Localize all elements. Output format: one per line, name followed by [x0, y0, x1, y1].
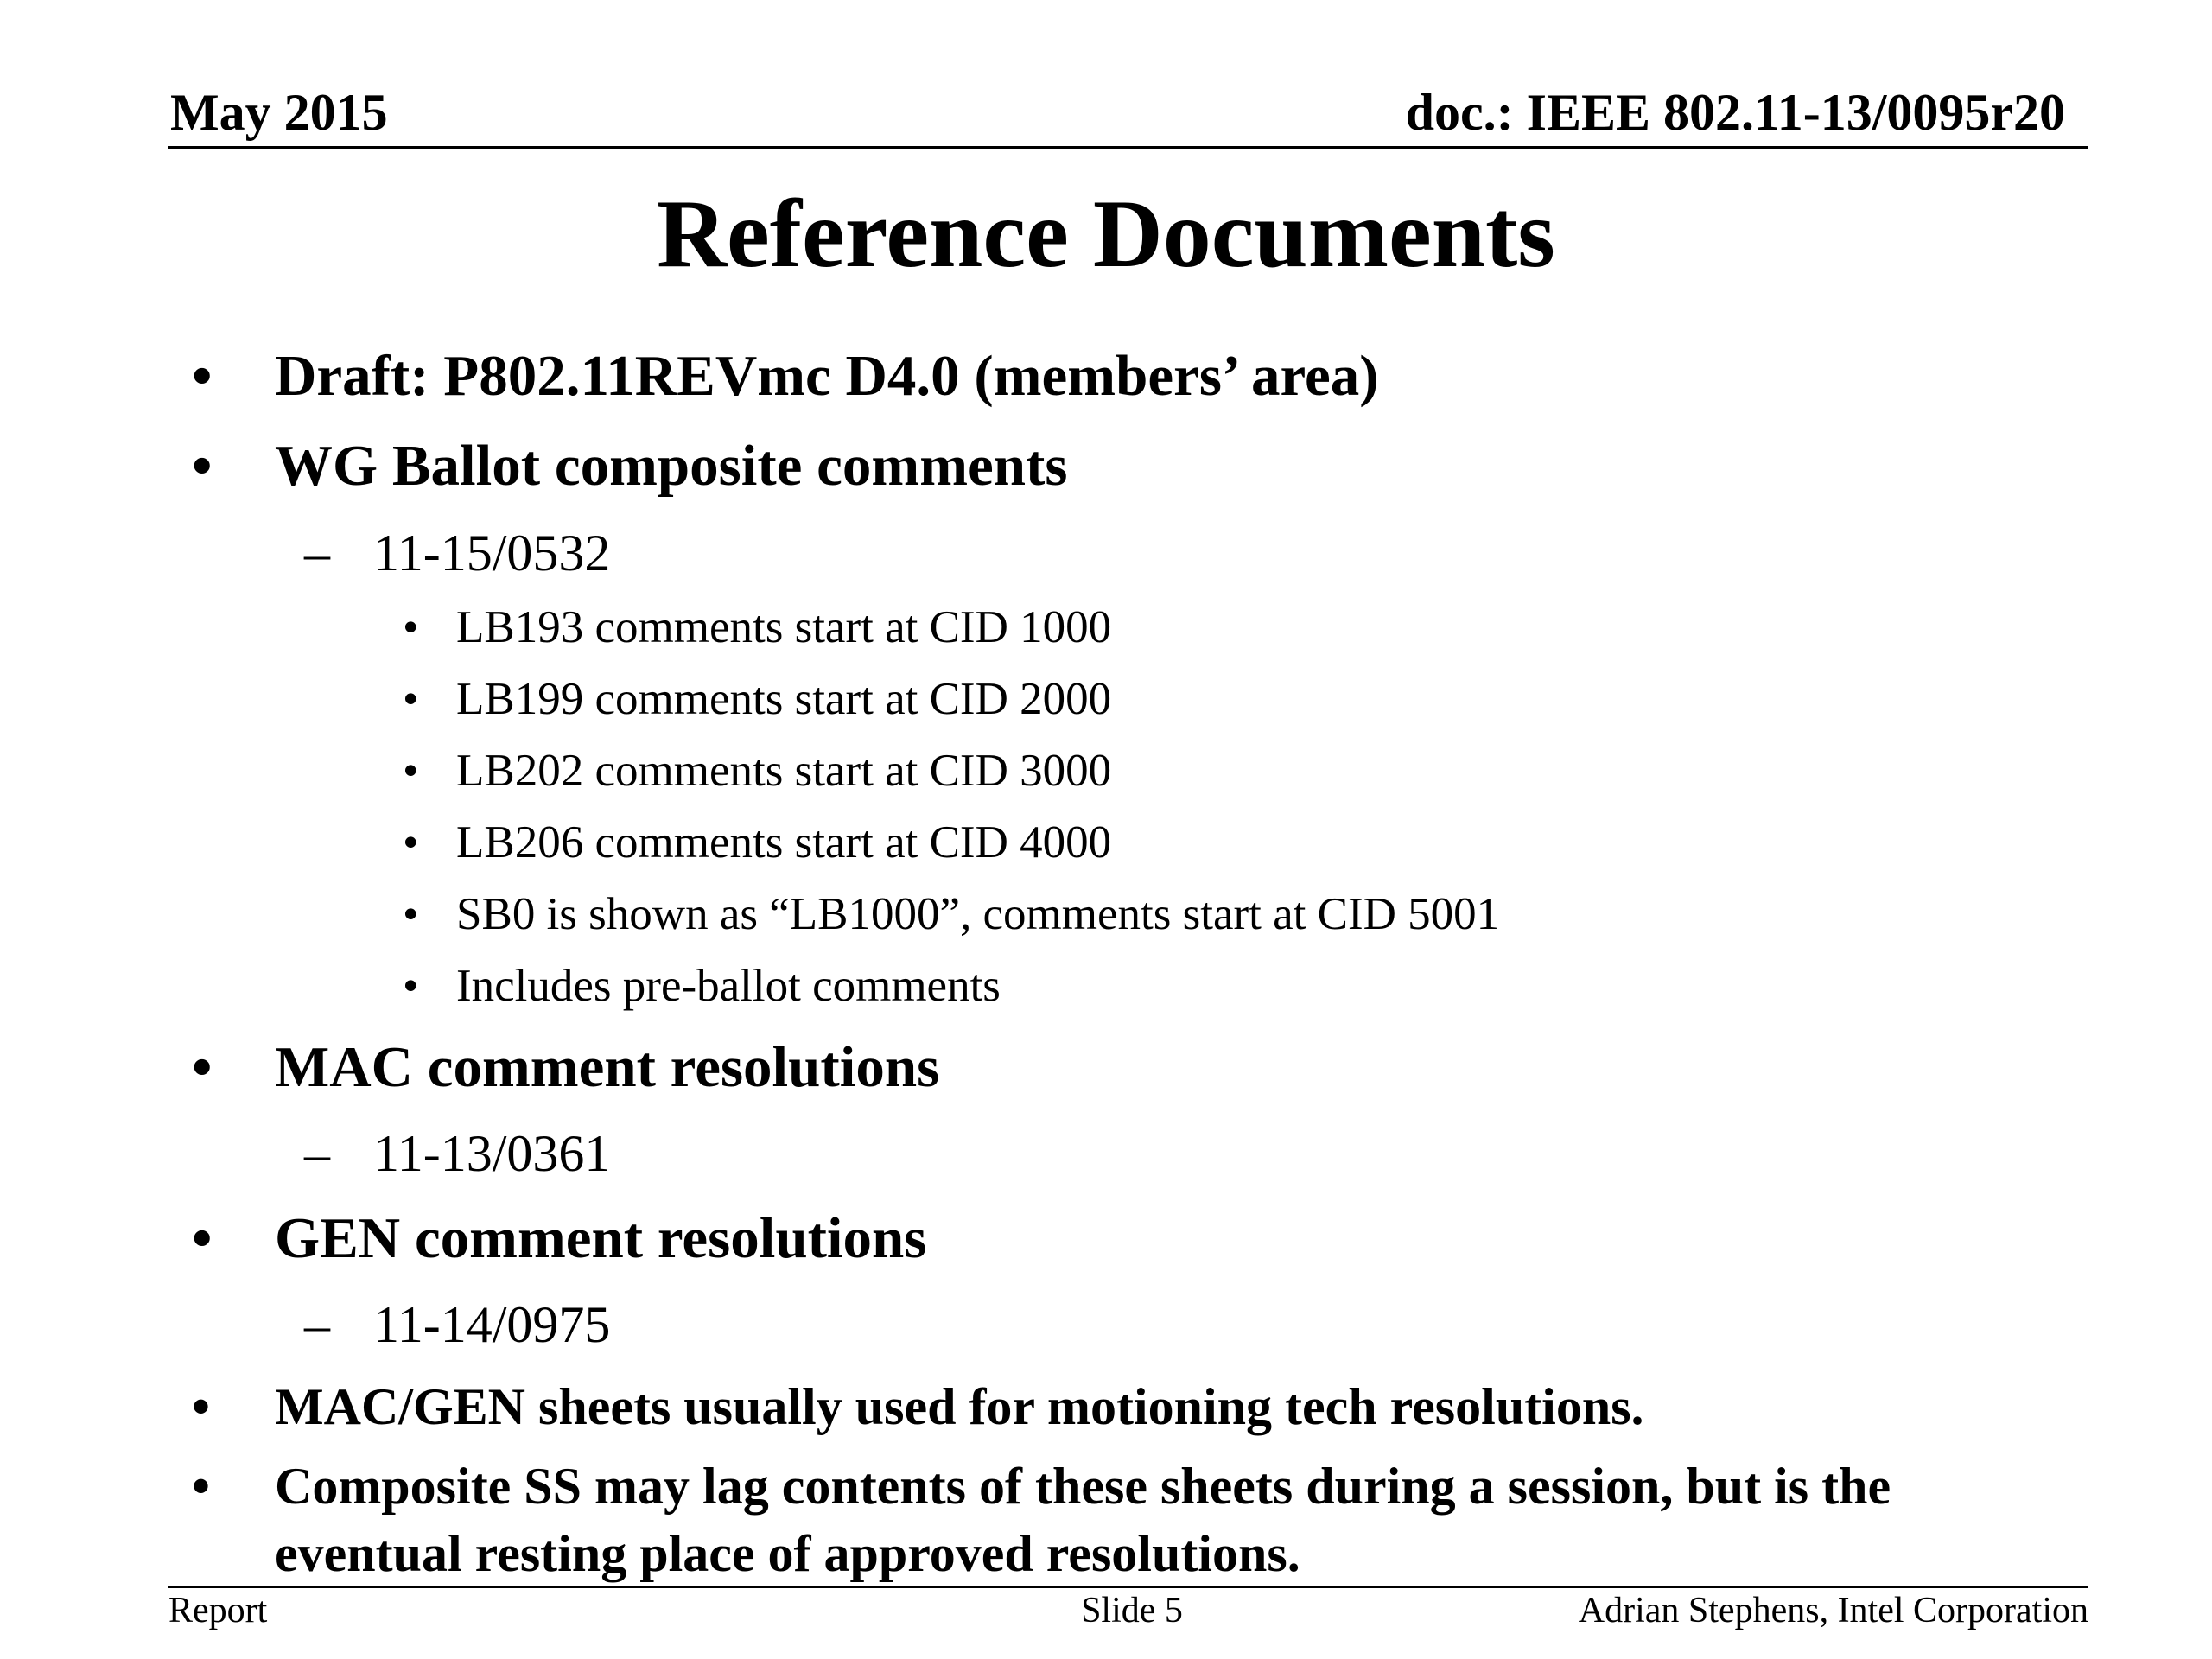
bullet-glyph: • — [403, 961, 419, 1011]
list-item-text: WG Ballot composite comments — [275, 434, 1068, 498]
dash-glyph: – — [304, 1125, 330, 1182]
sub-sub-list-item-text: Includes pre-ballot comments — [456, 961, 1001, 1011]
bullet-glyph: • — [192, 1378, 211, 1435]
footer-left: Report — [168, 1591, 268, 1630]
bullet-glyph: • — [192, 1035, 213, 1099]
sub-list-item-text: 11-13/0361 — [373, 1125, 611, 1182]
list-item-text: GEN comment resolutions — [275, 1206, 927, 1270]
slide-title: Reference Documents — [657, 181, 1555, 288]
footer-divider — [168, 1586, 2088, 1588]
bullet-glyph: • — [192, 434, 213, 498]
list-item-text-continuation: eventual resting place of approved resolutions. — [275, 1525, 1300, 1582]
sub-sub-list-item-text: LB202 comments start at CID 3000 — [456, 746, 1112, 796]
list-item-text: Composite SS may lag contents of these sheets during a session, but is the — [275, 1458, 1891, 1515]
dash-glyph: – — [304, 1296, 330, 1353]
sub-sub-list-item-text: LB199 comments start at CID 2000 — [456, 674, 1112, 724]
list-item-text: MAC/GEN sheets usually used for motioning tech resolutions. — [275, 1378, 1644, 1435]
sub-sub-list-item-text: LB193 comments start at CID 1000 — [456, 602, 1112, 652]
bullet-glyph: • — [403, 602, 419, 652]
header-divider — [168, 146, 2088, 149]
header-doc-id: doc.: IEEE 802.11-13/0095r20 — [1405, 84, 2065, 141]
footer-slide-number: Slide 5 — [1081, 1591, 1183, 1630]
sub-sub-list-item-text: LB206 comments start at CID 4000 — [456, 817, 1112, 868]
list-item-text: Draft: P802.11REVmc D4.0 (members’ area) — [275, 344, 1379, 408]
bullet-glyph: • — [403, 674, 419, 724]
bullet-glyph: • — [192, 1458, 211, 1515]
bullet-glyph: • — [403, 889, 419, 939]
bullet-glyph: • — [192, 344, 213, 408]
footer-author: Adrian Stephens, Intel Corporation — [1578, 1591, 2088, 1630]
dash-glyph: – — [304, 524, 330, 582]
sub-list-item-text: 11-14/0975 — [373, 1296, 611, 1353]
sub-sub-list-item-text: SB0 is shown as “LB1000”, comments start at CID 5001 — [456, 889, 1500, 939]
sub-list-item-text: 11-15/0532 — [373, 524, 611, 582]
bullet-glyph: • — [192, 1206, 213, 1270]
bullet-glyph: • — [403, 817, 419, 868]
header-date: May 2015 — [170, 84, 388, 141]
bullet-glyph: • — [403, 746, 419, 796]
list-item-text: MAC comment resolutions — [275, 1035, 940, 1099]
